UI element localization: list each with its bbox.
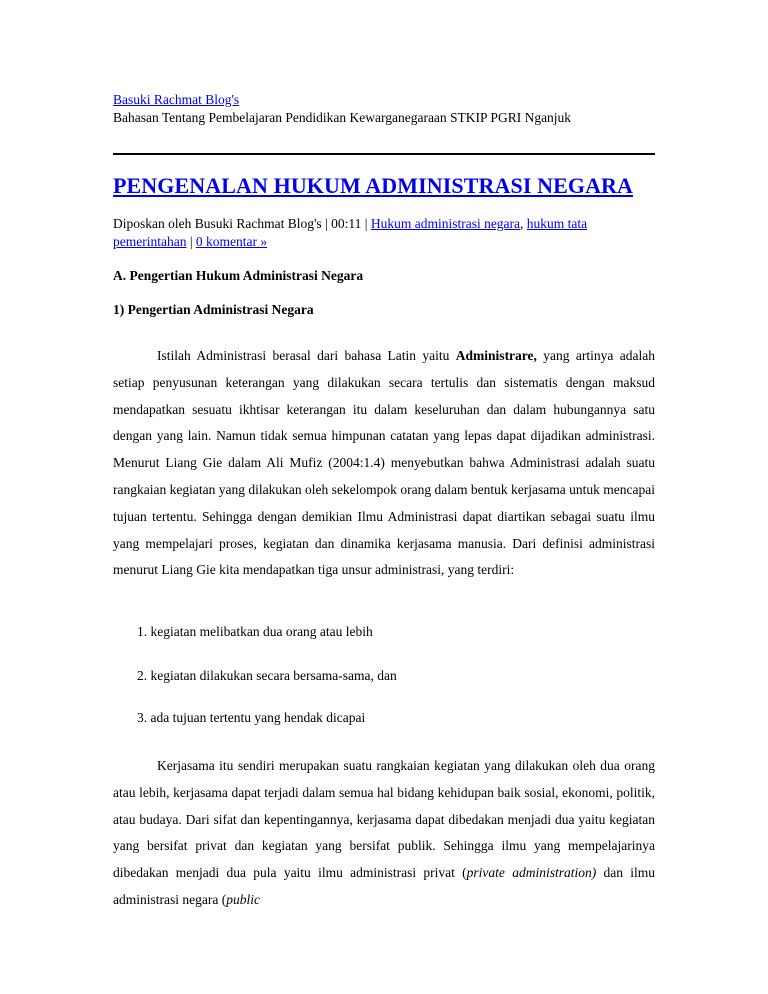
- label-link-hukum-tata[interactable]: hukum tata pemerintahan: [113, 216, 588, 249]
- label-link-hukum-administrasi[interactable]: Hukum administrasi negara: [370, 216, 521, 231]
- para1-start: Istilah Administrasi berasal dari bahasa Latin yaitu: [157, 348, 456, 363]
- paragraph-2: [113, 753, 655, 914]
- para2-italic-public: public: [226, 891, 260, 907]
- para1-rest: yang artinya adalah setiap penyusunan keterangan yang dilakukan secara tertulis dan sistematis dengan maksud mendapatkan sesuatu ikhtisar keterangan itu dalam keseluruhan dan dalam hubungannya satu dengan yang lain. Namun tidak semua himpunan catatan yang lepas dapat dijadikan administrasi. Menurut Liang Gie dalam Ali Mufiz (2004:1.4) menyebutkan bahwa Administrasi adalah suatu rangkaian kegiatan yang dilakukan oleh sekelompok orang dalam bentuk kerjasama untuk mencapai tujuan tertentu. Sehingga dengan demikian Ilmu Administrasi dapat diartikan sebagai suatu ilmu yang mempelajari proses, kegiatan dan dinamika kerjasama manusia. Dari definisi administrasi menurut Liang Gie kita mendapatkan tiga unsur administrasi, yang terdiri:: [113, 348, 655, 578]
- list-item: 1. kegiatan melibatkan dua orang atau lebih: [137, 624, 373, 639]
- para2-mid: dan ilmu administrasi negara (: [113, 865, 656, 907]
- paragraph-1: [113, 343, 655, 584]
- blog-name-link[interactable]: Basuki Rachmat Blog's: [113, 92, 240, 107]
- byline-prefix: Diposkan oleh Busuki Rachmat Blog's | 00:11 |: [113, 216, 371, 231]
- section-heading-a: A. Pengertian Hukum Administrasi Negara: [113, 268, 364, 283]
- para1-bold-term: Administrare,: [455, 348, 537, 363]
- blog-subtitle: Bahasan Tentang Pembelajaran Pendidikan Kewarganegaraan STKIP PGRI Nganjuk: [113, 110, 572, 125]
- post-title-link[interactable]: PENGENALAN HUKUM ADMINISTRASI NEGARA: [113, 173, 634, 198]
- post-byline: [113, 215, 658, 251]
- label-separator: ,: [520, 216, 527, 231]
- byline-divider: |: [186, 234, 196, 249]
- header-divider: [113, 153, 655, 155]
- comments-link[interactable]: 0 komentar »: [195, 234, 268, 249]
- para2-italic-private: private administration): [466, 865, 597, 881]
- para2-start: Kerjasama itu sendiri merupakan suatu rangkaian kegiatan yang dilakukan oleh dua orang atau lebih, kerjasama dapat terjadi dalam semua hal bidang kehidupan baik sosial, ekonomi, politik, atau budaya. Dari sifat dan kepentingannya, kerjasama dapat dibedakan menjadi dua yaitu kegiatan yang bersifat privat dan kegiatan yang bersifat publik. Sehingga ilmu yang mempelajarinya dibedakan menjadi dua pula yaitu ilmu administrasi privat (: [113, 758, 655, 881]
- list-item: 3. ada tujuan tertentu yang hendak dicapai: [137, 710, 366, 725]
- subsection-heading-1: 1) Pengertian Administrasi Negara: [113, 302, 314, 317]
- list-item: 2. kegiatan dilakukan secara bersama-sama, dan: [137, 668, 397, 683]
